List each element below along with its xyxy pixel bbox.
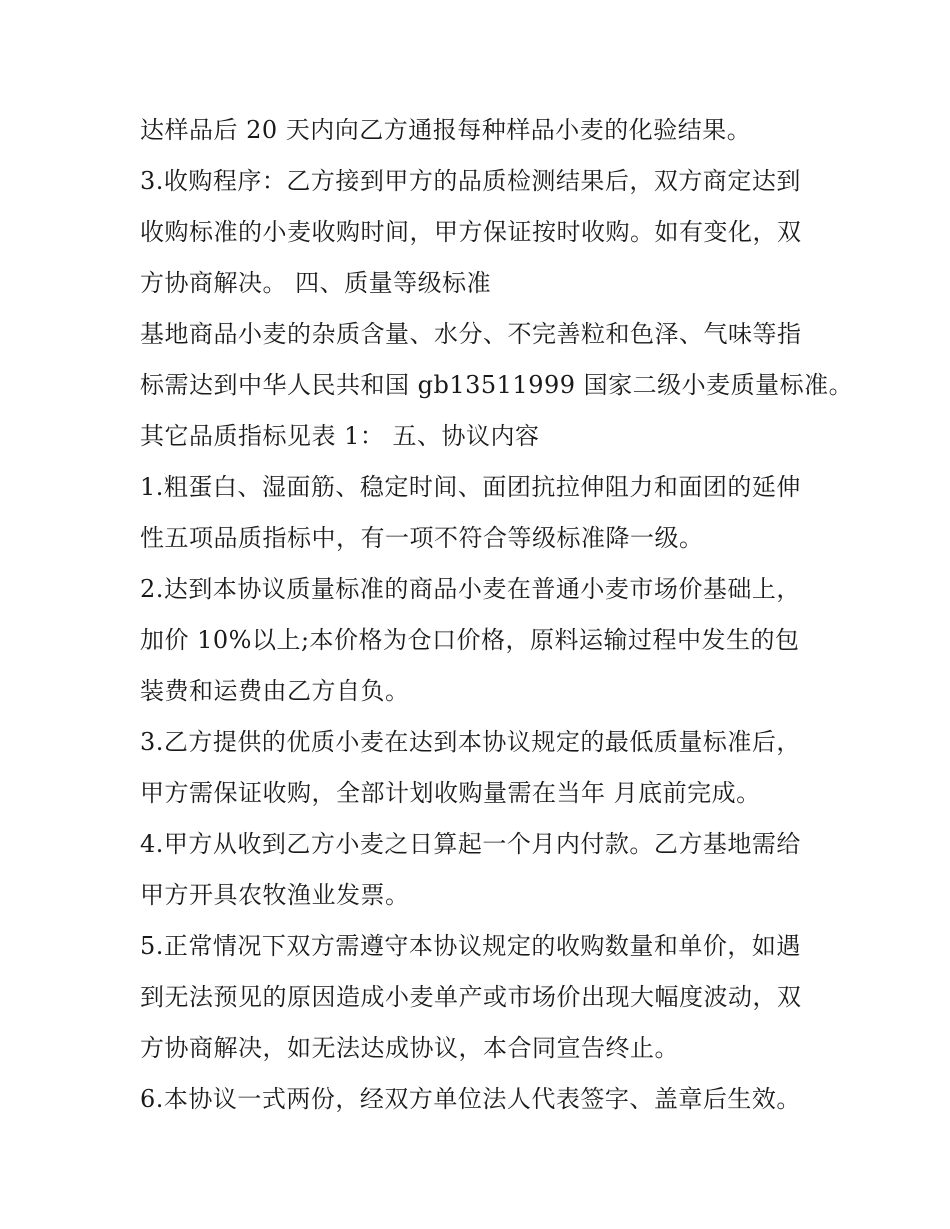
text-line: 6.本协议一式两份，经双方单位法人代表签字、盖章后生效。: [140, 1085, 801, 1113]
text-line: 其它品质指标见表 1： 五、协议内容: [140, 422, 540, 450]
text-line: 基地商品小麦的杂质含量、水分、不完善粒和色泽、气味等指: [140, 320, 802, 348]
text-line: 性五项品质指标中，有一项不符合等级标准降一级。: [140, 524, 704, 552]
text-line: 甲方开具农牧渔业发票。: [140, 881, 410, 909]
text-line: 收购标准的小麦收购时间，甲方保证按时收购。如有变化，双: [140, 218, 802, 246]
text-line: 装费和运费由乙方自负。: [140, 677, 410, 705]
text-line: 达样品后 20 天内向乙方通报每种样品小麦的化验结果。: [140, 116, 752, 144]
text-line: 4.甲方从收到乙方小麦之日算起一个月内付款。乙方基地需给: [140, 830, 801, 858]
text-line: 1.粗蛋白、湿面筋、稳定时间、面团抗拉伸阻力和面团的延伸: [140, 473, 801, 501]
text-line: 3.收购程序：乙方接到甲方的品质检测结果后，双方商定达到: [140, 167, 801, 195]
text-line: 到无法预见的原因造成小麦单产或市场价出现大幅度波动，双: [140, 983, 802, 1011]
text-line: 3.乙方提供的优质小麦在达到本协议规定的最低质量标准后，: [140, 728, 801, 756]
text-line: 加价 10%以上;本价格为仓口价格，原料运输过程中发生的包: [140, 626, 800, 654]
text-line: 标需达到中华人民共和国 gb13511999 国家二级小麦质量标准。: [140, 371, 854, 399]
text-line: 2.达到本协议质量标准的商品小麦在普通小麦市场价基础上，: [140, 575, 801, 603]
document-body: [140, 105, 854, 1125]
text-line: 甲方需保证收购，全部计划收购量需在当年 月底前完成。: [140, 779, 761, 807]
text-line: 方协商解决。 四、质量等级标准: [140, 269, 492, 297]
text-line: 方协商解决，如无法达成协议，本合同宣告终止。: [140, 1034, 679, 1062]
text-line: 5.正常情况下双方需遵守本协议规定的收购数量和单价，如遇: [140, 932, 801, 960]
